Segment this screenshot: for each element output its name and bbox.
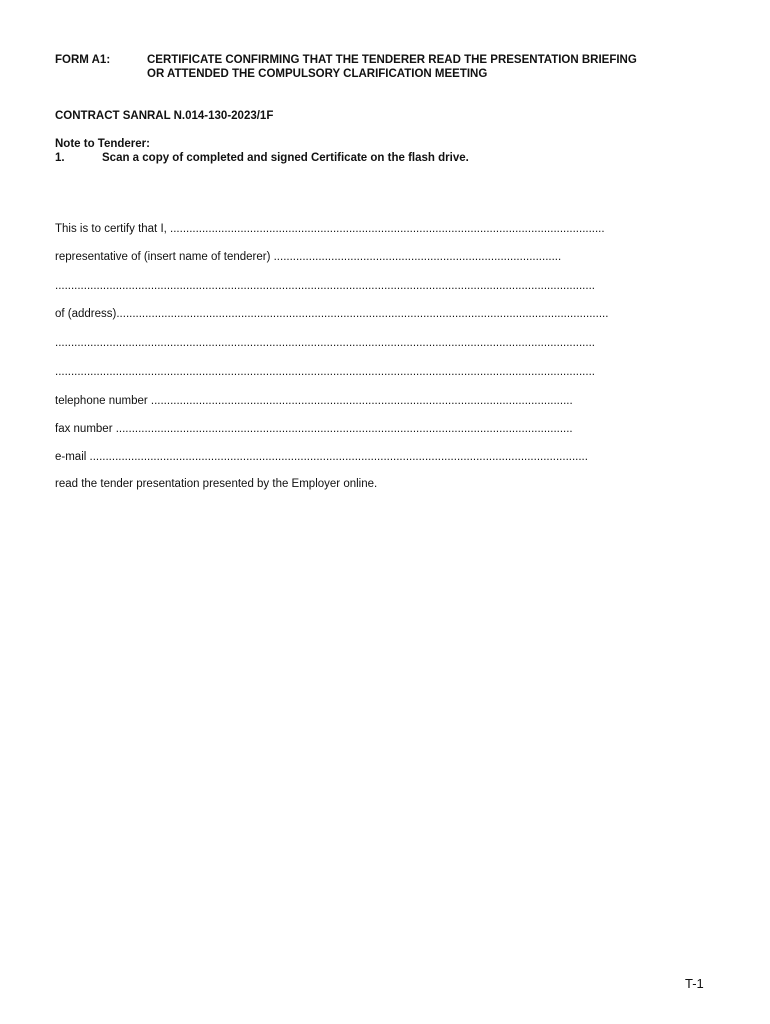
page-number: T-1 — [685, 976, 704, 991]
closing-statement: read the tender presentation presented by the Employer online. — [55, 478, 378, 490]
form-title-line-1: CERTIFICATE CONFIRMING THAT THE TENDERER READ THE PRESENTATION BRIEFING — [147, 54, 637, 66]
note-item-text: Scan a copy of completed and signed Certificate on the flash drive. — [102, 152, 469, 164]
email-field[interactable]: e-mail ............................................................................................................................................................ — [55, 451, 588, 463]
form-title — [147, 53, 717, 81]
form-title-line-2: OR ATTENDED THE COMPULSORY CLARIFICATION MEETING — [147, 68, 488, 80]
form-label: FORM A1: — [55, 54, 111, 66]
telephone-field[interactable]: telephone number .................................................................................................................................... — [55, 395, 573, 407]
address-continuation-field-2[interactable]: ......................................................................................................................................................................... — [55, 366, 595, 378]
contract-number: CONTRACT SANRAL N.014-130-2023/1F — [55, 110, 274, 122]
tenderer-name-continuation-field[interactable]: ......................................................................................................................................................................... — [55, 280, 595, 292]
tenderer-representative-field[interactable]: representative of (insert name of tenderer) .......................................................................................... — [55, 251, 562, 263]
note-item-number: 1. — [55, 152, 65, 164]
certify-name-field[interactable]: This is to certify that I, ........................................................................................................................................ — [55, 223, 605, 235]
fax-field[interactable]: fax number ............................................................................................................................................... — [55, 423, 573, 435]
note-heading: Note to Tenderer: — [55, 138, 150, 150]
address-field[interactable]: of (address).......................................................................................................................................................... — [55, 308, 609, 320]
address-continuation-field-1[interactable]: ......................................................................................................................................................................... — [55, 337, 595, 349]
